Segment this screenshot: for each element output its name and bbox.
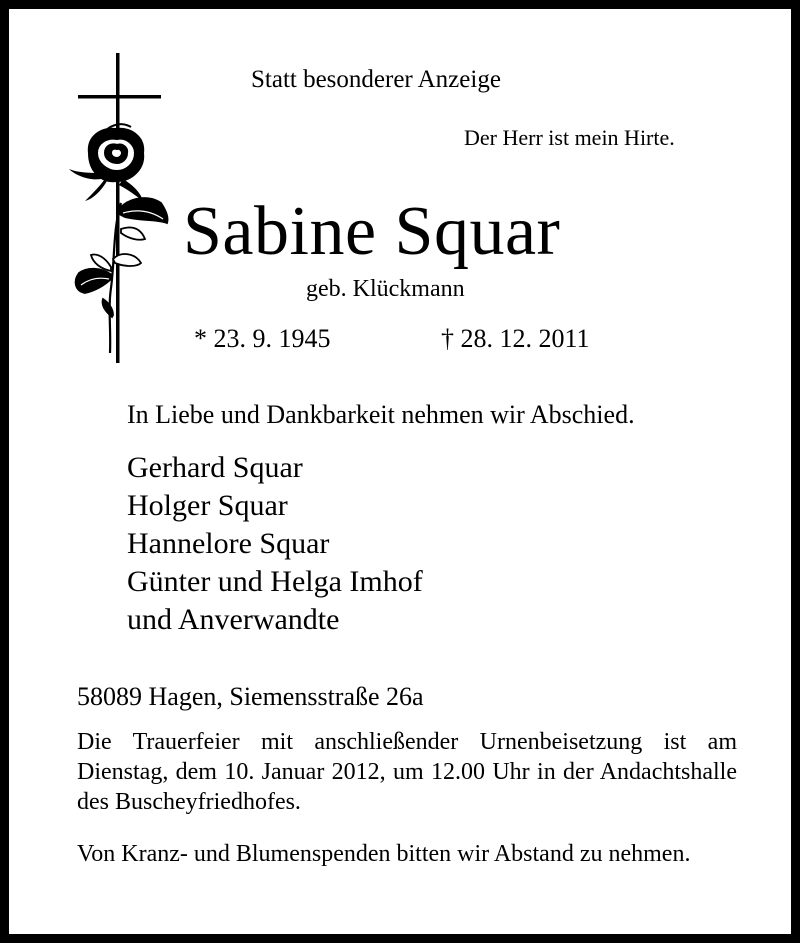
mourner-name: Günter und Helga Imhof — [127, 565, 423, 598]
birth-date: * 23. 9. 1945 — [194, 324, 331, 353]
mourners-list — [127, 449, 423, 639]
donations-text: Von Kranz- und Blumenspenden bitten wir Abstand zu nehmen. — [77, 841, 691, 867]
mourner-name: Hannelore Squar — [127, 527, 330, 560]
deceased-name: Sabine Squar — [183, 193, 561, 270]
ceremony-text: Die Trauerfeier mit anschließender Urnenbeisetzung ist am Dienstag, dem 10. Januar 2012, um 12.00 Uhr in der Andachtshalle des Buscheyfriedhofes. — [77, 729, 737, 815]
mourner-name: Gerhard Squar — [127, 451, 303, 484]
mourner-name: und Anverwandte — [127, 603, 340, 636]
cross-with-rose-icon — [61, 53, 171, 365]
farewell-line: In Liebe und Dankbarkeit nehmen wir Abschied. — [127, 400, 635, 429]
death-date: † 28. 12. 2011 — [441, 324, 590, 353]
maiden-name: geb. Klückmann — [306, 276, 465, 302]
mourner-name: Holger Squar — [127, 489, 288, 522]
address: 58089 Hagen, Siemensstraße 26a — [77, 682, 424, 711]
notice-header: Statt besonderer Anzeige — [251, 66, 501, 93]
motto: Der Herr ist mein Hirte. — [464, 125, 675, 150]
